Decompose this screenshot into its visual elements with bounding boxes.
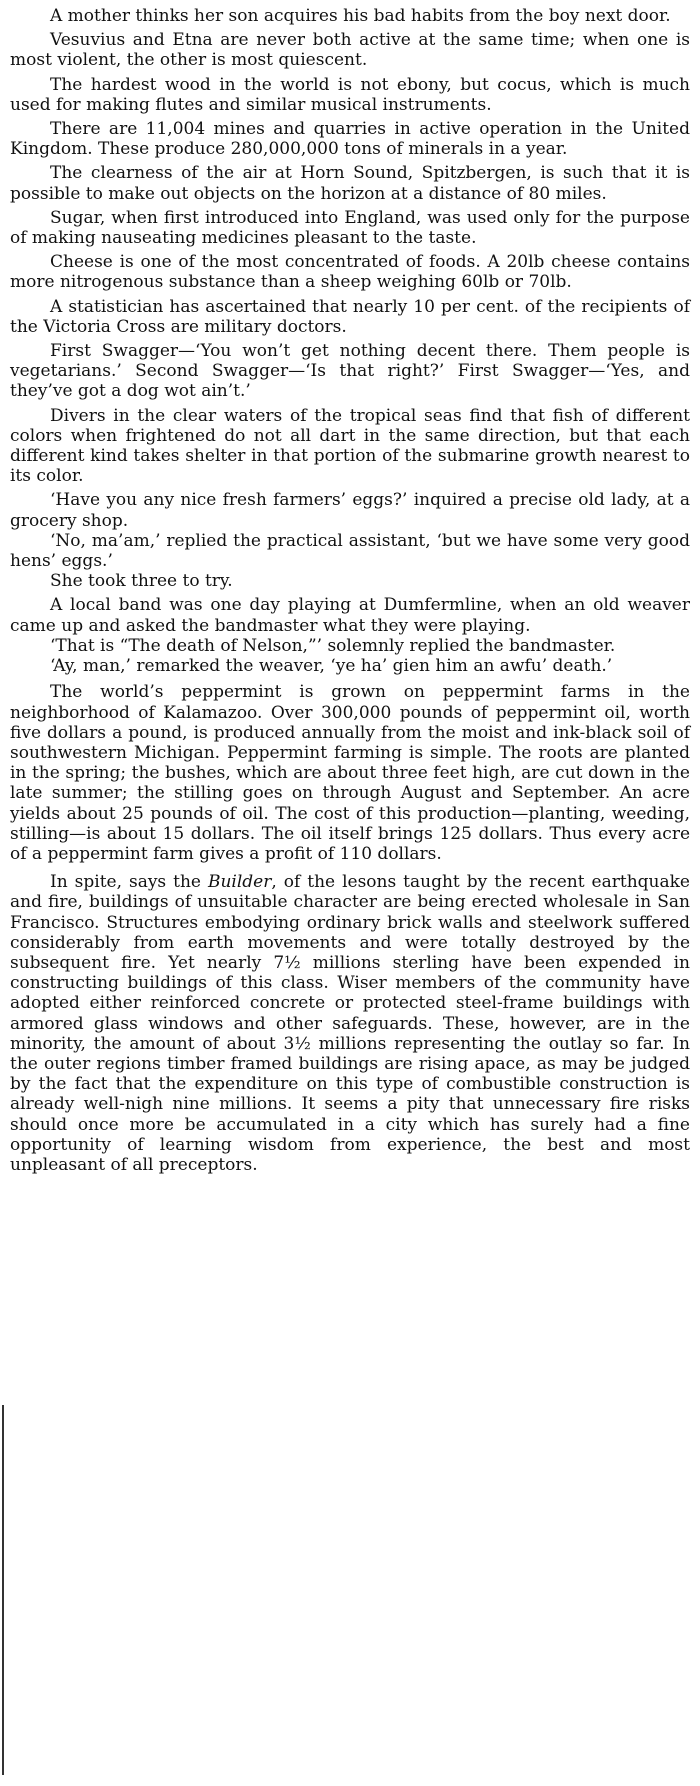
paragraph-eggs-ending: She took three to try. <box>50 571 233 592</box>
paragraph-cheese: Cheese is one of the most concentrated of foods. A 20lb cheese contains more nitrogenous substance than a sheep weighing 60lb or 70lb. <box>10 252 690 293</box>
paragraph-divers-fish: Divers in the clear waters of the tropical seas find that fish of different colors when frightened do not all dart in the same direction, but that each different kind takes shelter in that portion of the submarine growth nearest to its color. <box>10 405 690 487</box>
paragraph-vesuvius-etna: Vesuvius and Etna are never both active at the same time; when one is most violent, the other is most quiescent. <box>10 30 690 71</box>
paragraph-mines-quarries: There are 11,004 mines and quarries in active operation in the United Kingdom. These produce 280,000,000 tons of minerals in a year. <box>10 119 690 160</box>
paragraph-sugar: Sugar, when first introduced into England, was used only for the purpose of making nauseating medicines pleasant to the taste. <box>10 207 690 249</box>
paragraph-horn-sound: The clearness of the air at Horn Sound, Spitzbergen, is such that it is possible to make out objects on the horizon at a distance of 80 miles. <box>10 163 690 204</box>
paragraph-band-dumfermline: A local band was one day playing at Dumfermline, when an old weaver came up and asked the bandmaster what they were playing. <box>10 595 690 636</box>
article-lead: In spite, says the <box>50 872 201 893</box>
paragraph-hardest-wood: The hardest wood in the world is not ebony, but cocus, which is much used for making flutes and similar musical instruments. <box>10 74 690 115</box>
paragraph-peppermint: The world’s peppermint is grown on peppermint farms in the neighborhood of Kalamazoo. Over 300,000 pounds of peppermint oil, worth five dollars a pound, is produced annually from the moist and ink-black soil of southwestern Michigan. Peppermint farming is simple. The roots are planted in the spring; the bushes, which are about three feet high, are cut down in the late summer; the stilling goes on through August and September. An acre yields about 25 pounds of oil. The cost of this production—planting, weeding, stilling—is about 15 dollars. The oil itself brings 125 dollars. Thus every acre of a peppermint farm gives a profit of 110 dollars. <box>10 682 690 864</box>
paragraph-eggs-answer: ‘No, ma’am,’ replied the practical assistant, ‘but we have some very good hens’ eggs.’ <box>10 530 690 572</box>
article-source: Builder <box>207 872 272 893</box>
paragraph-builder-article <box>10 872 690 1175</box>
paragraph-eggs-question: ‘Have you any nice fresh farmers’ eggs?’ inquired a precise old lady, at a grocery shop. <box>10 490 690 531</box>
paragraph-bad-habits: A mother thinks her son acquires his bad habits from the boy next door. <box>50 6 671 26</box>
paragraph-band-reply: ‘That is “The death of Nelson,”’ solemnly replied the bandmaster. <box>50 635 616 656</box>
paragraph-band-weaver: ‘Ay, man,’ remarked the weaver, ‘ye ha’ gien him an awfu’ death.’ <box>50 656 613 677</box>
article-body: , of the lesons taught by the recent earthquake and fire, buildings of unsuitable character are being erected wholesale in San Francisco. Structures embodying ordinary brick walls and steelwork suffered considerably from earth movements and were totally destroyed by the subsequent fire. Yet nearly 7½ millions sterling have been expended in constructing buildings of this class. Wiser members of the community have adopted either reinforced concrete or protected steel-frame buildings with armored glass windows and other safeguards. These, however, are in the minority, the amount of about 3½ millions representing the outlay so far. In the outer regions timber framed buildings are rising apace, as may be judged by the fact that the expenditure on this type of combustible construction is already well-nigh nine millions. It seems a pity that unnecessary fire risks should once more be accumulated in a city which has surely had a fine opportunity of learning wisdom from experience, the best and most unpleasant of all preceptors. <box>10 872 690 1175</box>
paragraph-victoria-cross: A statistician has ascertained that nearly 10 per cent. of the recipients of the Victoria Cross are military doctors. <box>10 296 690 337</box>
paragraph-swagger-joke: First Swagger—‘You won’t get nothing decent there. Them people is vegetarians.’ Second Swagger—‘Is that right?’ First Swagger—‘Yes, and they’ve got a dog wot ain’t.’ <box>10 341 690 402</box>
column-edge-rule <box>2 1405 4 1775</box>
